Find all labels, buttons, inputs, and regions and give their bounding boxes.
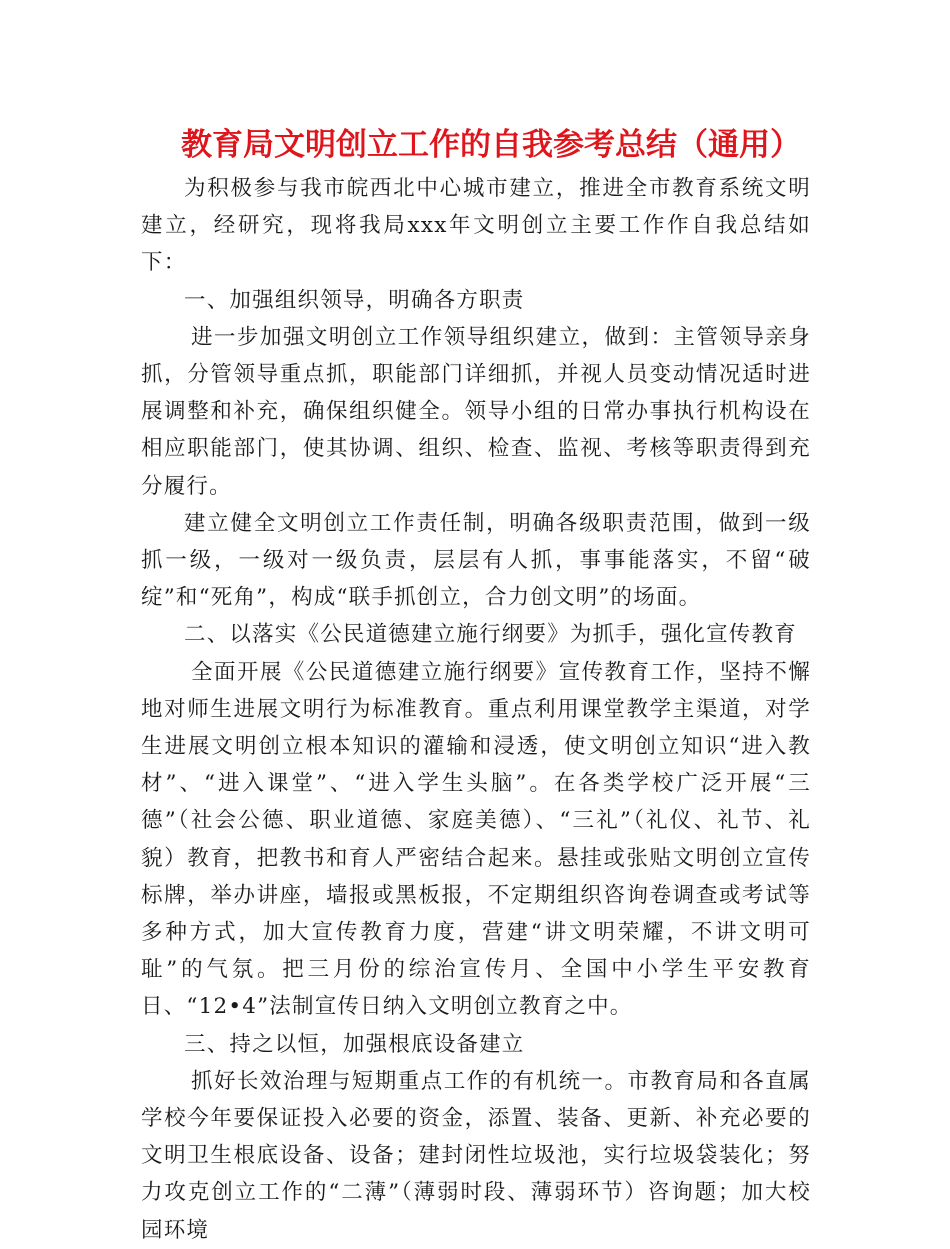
body-paragraph: 进一步加强文明创立工作领导组织建立，做到：主管领导亲身抓，分管领导重点抓，职能部门详细抓，并视人员变动情况适时进展调整和补充，确保组织健全。领导小组的日常办事执行机构设在相应职能部门，使其协调、组织、检查、监视、考核等职责得到充分履行。 (141, 324, 811, 499)
section-heading-3: 三、持之以恒，加强根底设备建立 (184, 1031, 525, 1057)
body-paragraph: 建立健全文明创立工作责任制，明确各级职责范围，做到一级抓一级，一级对一级负责，层层有人抓，事事能落实，不留“破绽”和“死角”，构成“联手抓创立，合力创文明”的场面。 (141, 510, 811, 611)
intro-paragraph: 为积极参与我市皖西北中心城市建立，推进全市教育系统文明建立，经研究，现将我局xxx年文明创立主要工作作自我总结如下： (141, 176, 811, 276)
section-heading-2: 二、以落实《公民道德建立施行纲要》为抓手，强化宣传教育 (184, 622, 797, 648)
body-paragraph: 全面开展《公民道德建立施行纲要》宣传教育工作，坚持不懈地对师生进展文明行为标准教育。重点利用课堂教学主渠道，对学生进展文明创立根本知识的灌输和浸透，使文明创立知识“进入教材”、“进入课堂”、“进入学生头脑”。在各类学校广泛开展“三德”（社会公德、职业道德、家庭美德）、“三礼”（礼仪、礼节、礼貌）教育，把教书和育人严密结合起来。悬挂或张贴文明创立宣传标牌，举办讲座，墙报或黑板报，不定期组织咨询卷调查或考试等多种方式，加大宣传教育力度，营建“讲文明荣耀，不讲文明可耻”的气氛。把三月份的综治宣传月、全国中小学生平安教育日、“12•4”法制宣传日纳入文明创立教育之中。 (141, 659, 811, 1020)
body-paragraph: 抓好长效治理与短期重点工作的有机统一。市教育局和各直属学校今年要保证投入必要的资金，添置、装备、更新、补充必要的文明卫生根底设备、设备；建封闭性垃圾池，实行垃圾袋装化；努力攻克创立工作的“二薄”（薄弱时段、薄弱环节）咨询题；加大校园环境 (141, 1068, 811, 1243)
document-title: 教育局文明创立工作的自我参考总结（通用） (181, 127, 801, 163)
section-heading-1: 一、加强组织领导，明确各方职责 (184, 287, 525, 313)
document-page (141, 120, 811, 1249)
